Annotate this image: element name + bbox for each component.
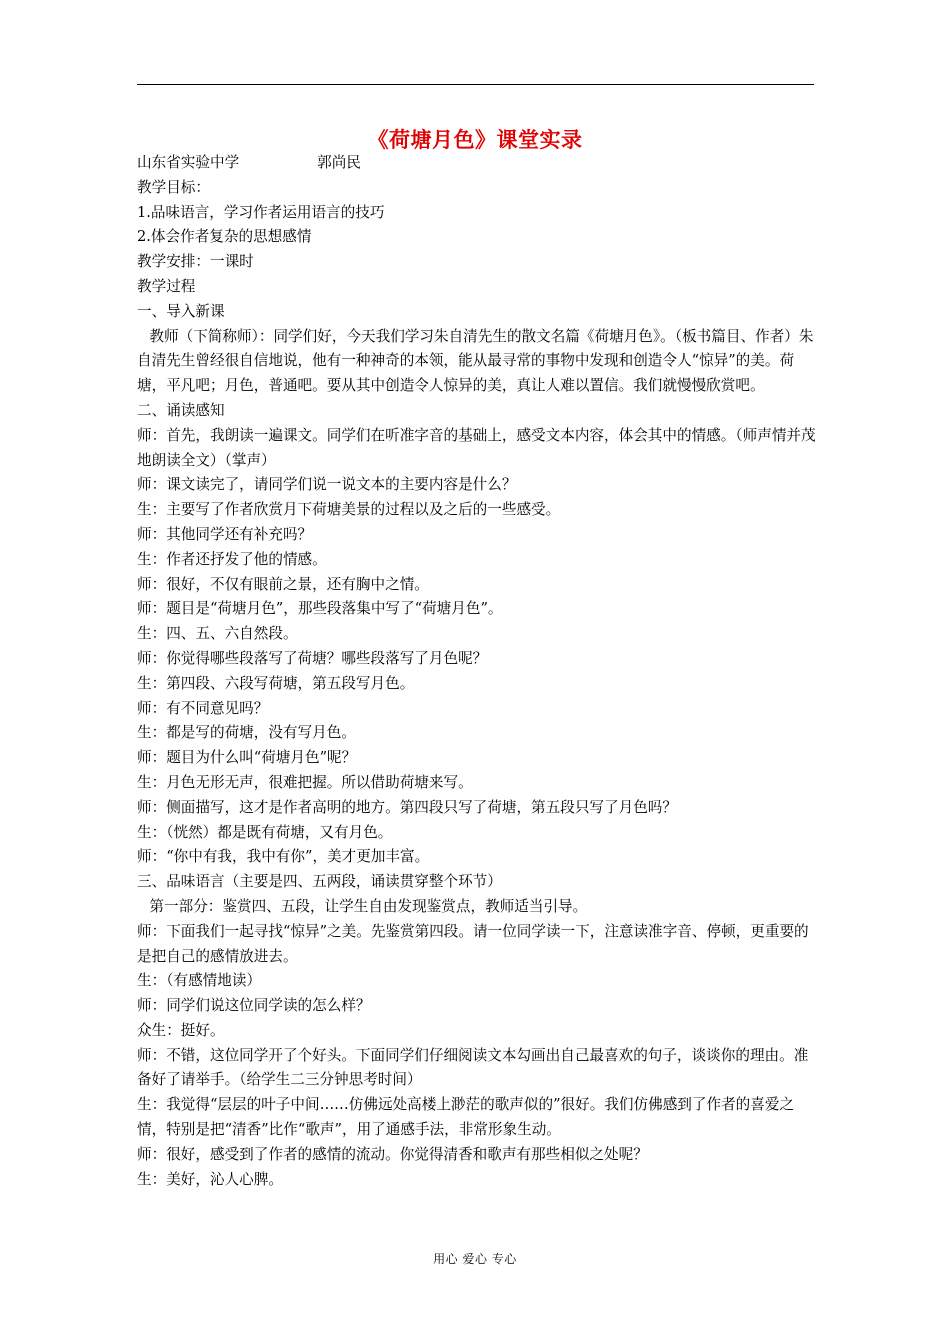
paragraph: 师：课文读完了，请同学们说一说文本的主要内容是什么？ xyxy=(137,476,517,494)
paragraph: 师：很好，不仅有眼前之景，还有胸中之情。 xyxy=(137,575,429,593)
paragraph: 生：（恍然）都是既有荷塘，又有月色。 xyxy=(137,823,393,841)
section-heading: 三、品味语言（主要是四、五两段，诵读贯穿整个环节） xyxy=(137,873,502,891)
paragraph: 师：首先，我朗读一遍课文。同学们在听准字音的基础上，感受文本内容，体会其中的情感。（师声情并茂地朗读全文）（掌声） xyxy=(137,426,816,469)
header-rule xyxy=(137,84,814,85)
school-name: 山东省实验中学 xyxy=(137,154,240,171)
paragraph: 师：下面我们一起寻找“惊异”之美。先鉴赏第四段。请一位同学读一下，注意读准字音、停顿，更重要的是把自己的感情放进去。 xyxy=(137,922,809,965)
paragraph: 生：（有感情地读） xyxy=(137,972,262,990)
paragraph: 生：都是写的荷塘，没有写月色。 xyxy=(137,724,356,742)
paragraph: 生：美好，沁人心脾。 xyxy=(137,1170,283,1188)
paragraph: 师：“你中有我，我中有你”，美才更加丰富。 xyxy=(137,848,430,866)
paragraph: 师：你觉得哪些段落写了荷塘？哪些段落写了月色呢？ xyxy=(137,649,488,667)
paragraph: 2.体会作者复杂的思想感情 xyxy=(137,228,312,246)
paragraph: 教学过程 xyxy=(137,277,196,295)
paragraph: 生：作者还抒发了他的情感。 xyxy=(137,550,327,568)
paragraph: 生：我觉得“层层的叶子中间……仿佛远处高楼上渺茫的歌声似的”很好。我们仿佛感到了作者的喜爱之情，特别是把“清香”比作“歌声”，用了通感手法，非常形象生动。 xyxy=(137,1096,795,1139)
paragraph: 1.品味语言，学习作者运用语言的技巧 xyxy=(137,203,385,221)
paragraph: 师：侧面描写，这才是作者高明的地方。第四段只写了荷塘，第五段只写了月色吗？ xyxy=(137,798,677,816)
paragraph: 第一部分：鉴赏四、五段，让学生自由发现鉴赏点，教师适当引导。 xyxy=(149,897,588,915)
author-name: 郭尚民 xyxy=(317,154,361,171)
byline xyxy=(137,151,817,176)
paragraph: 生：第四段、六段写荷塘，第五段写月色。 xyxy=(137,674,415,692)
paragraph: 生：月色无形无声，很难把握。所以借助荷塘来写。 xyxy=(137,773,473,791)
paragraph: 师：其他同学还有补充吗？ xyxy=(137,525,313,543)
paragraph: 师：题目是“荷塘月色”，那些段落集中写了“荷塘月色”。 xyxy=(137,600,503,618)
section-heading: 一、导入新课 xyxy=(137,302,225,320)
paragraph: 生：主要写了作者欣赏月下荷塘美景的过程以及之后的一些感受。 xyxy=(137,501,561,519)
paragraph: 师：有不同意见吗？ xyxy=(137,699,269,717)
document-body xyxy=(137,151,817,1192)
paragraph: 教学目标： xyxy=(137,178,210,196)
paragraph: 师：题目为什么叫“荷塘月色”呢？ xyxy=(137,749,357,767)
paragraph: 生：四、五、六自然段。 xyxy=(137,625,298,643)
paragraph: 师：很好，感受到了作者的感情的流动。你觉得清香和歌声有那些相似之处呢？ xyxy=(137,1145,648,1163)
paragraph: 师：不错，这位同学开了个好头。下面同学们仔细阅读文本勾画出自己最喜欢的句子，谈谈你的理由。准备好了请举手。（给学生二三分钟思考时间） xyxy=(137,1046,809,1089)
paragraph: 教师（下简称师）：同学们好，今天我们学习朱自清先生的散文名篇《荷塘月色》。（板书篇目、作者）朱自清先生曾经很自信地说，他有一种神奇的本领，能从最寻常的事物中发现和创造令人“惊异”的美。荷塘，平凡吧；月色，普通吧。要从其中创造令人惊异的美，真让人难以置信。我们就慢慢欣赏吧。 xyxy=(137,327,814,395)
document-title: 《荷塘月色》课堂实录 xyxy=(367,128,583,152)
paragraph: 师：同学们说这位同学读的怎么样？ xyxy=(137,997,371,1015)
paragraph: 众生：挺好。 xyxy=(137,1021,225,1039)
section-heading: 二、诵读感知 xyxy=(137,401,225,419)
page-footer: 用心 爱心 专心 xyxy=(433,1252,517,1266)
paragraph: 教学安排：一课时 xyxy=(137,253,254,271)
